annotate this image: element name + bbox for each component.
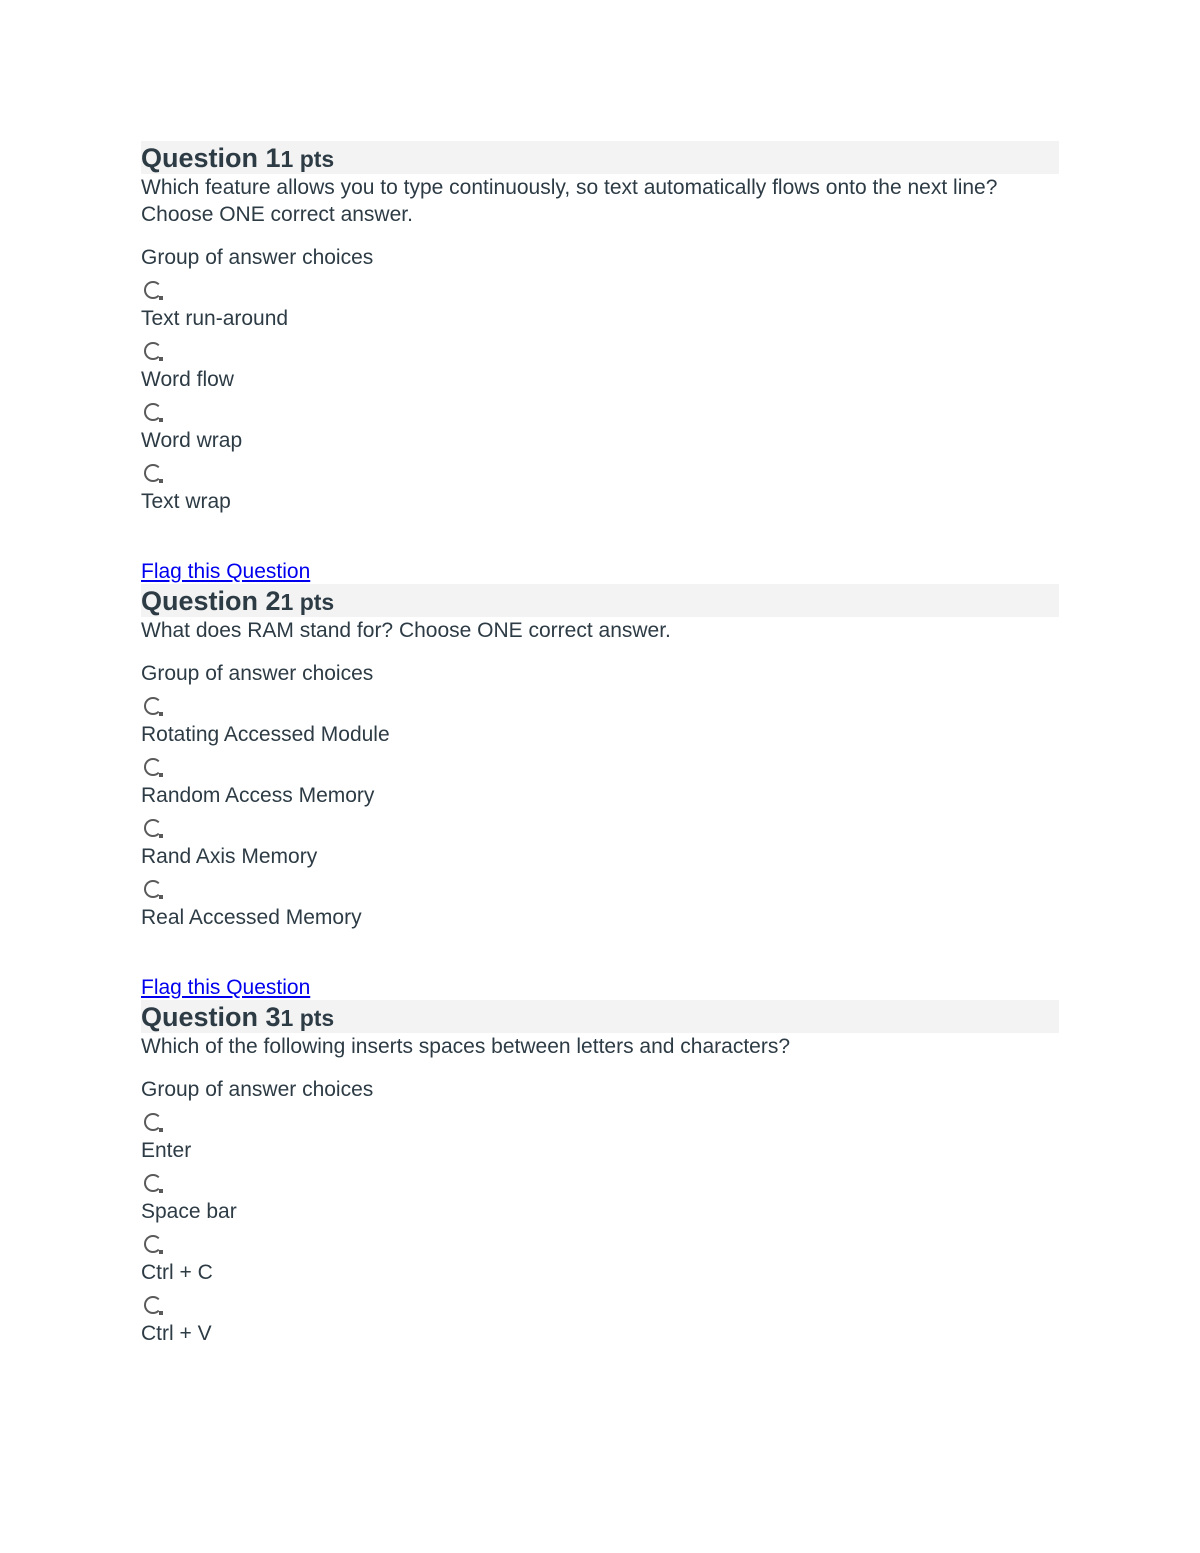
choice-label[interactable]: Text run-around <box>141 307 289 330</box>
question-text: What does RAM stand for? Choose ONE correct answer. <box>141 619 671 642</box>
choice-label[interactable]: Rotating Accessed Module <box>141 723 390 746</box>
answer-choice[interactable] <box>141 1174 1059 1225</box>
answer-choice[interactable] <box>141 819 1059 870</box>
question-points: 1 pts <box>280 1005 335 1031</box>
answer-choice[interactable] <box>141 758 1059 809</box>
question-text: Which of the following inserts spaces between letters and characters? <box>141 1035 791 1058</box>
flag-question-link[interactable]: Flag this Question <box>141 560 311 583</box>
radio-button[interactable] <box>144 342 162 360</box>
question-title: Question 3 <box>141 1002 281 1032</box>
question-points: 1 pts <box>280 146 335 172</box>
answer-choice[interactable] <box>141 880 1059 931</box>
choice-label[interactable]: Real Accessed Memory <box>141 906 362 929</box>
radio-button[interactable] <box>144 403 162 421</box>
answer-choice[interactable] <box>141 342 1059 393</box>
question-header <box>141 141 1059 174</box>
choice-label[interactable]: Enter <box>141 1139 192 1162</box>
choice-label[interactable]: Space bar <box>141 1200 237 1223</box>
choice-label[interactable]: Rand Axis Memory <box>141 845 318 868</box>
flag-question-link[interactable]: Flag this Question <box>141 976 311 999</box>
question-text: Which feature allows you to type continuously, so text automatically flows onto the next line? Choose ONE correct answer. <box>141 176 998 226</box>
choice-label[interactable]: Ctrl + C <box>141 1261 213 1284</box>
radio-button[interactable] <box>144 1296 162 1314</box>
choice-label[interactable]: Word flow <box>141 368 234 391</box>
choice-label[interactable]: Random Access Memory <box>141 784 375 807</box>
question-header <box>141 1000 1059 1033</box>
question-points: 1 pts <box>280 589 335 615</box>
question-1 <box>141 141 1059 515</box>
question-header <box>141 584 1059 617</box>
question-2 <box>141 584 1059 931</box>
answer-choice[interactable] <box>141 281 1059 332</box>
answer-group-label: Group of answer choices <box>141 1078 374 1101</box>
choice-label[interactable]: Word wrap <box>141 429 243 452</box>
choice-label[interactable]: Ctrl + V <box>141 1322 212 1345</box>
question-3 <box>141 1000 1059 1347</box>
radio-button[interactable] <box>144 697 162 715</box>
answer-choice[interactable] <box>141 403 1059 454</box>
answer-group-label: Group of answer choices <box>141 662 374 685</box>
radio-button[interactable] <box>144 758 162 776</box>
radio-button[interactable] <box>144 464 162 482</box>
choice-label[interactable]: Text wrap <box>141 490 231 513</box>
answer-choice[interactable] <box>141 697 1059 748</box>
radio-button[interactable] <box>144 880 162 898</box>
question-title: Question 1 <box>141 143 281 173</box>
answer-choice[interactable] <box>141 1113 1059 1164</box>
question-title: Question 2 <box>141 586 281 616</box>
answer-choice[interactable] <box>141 1235 1059 1286</box>
radio-button[interactable] <box>144 1235 162 1253</box>
radio-button[interactable] <box>144 1113 162 1131</box>
answer-choice[interactable] <box>141 1296 1059 1347</box>
answer-choice[interactable] <box>141 464 1059 515</box>
answer-group-label: Group of answer choices <box>141 246 374 269</box>
radio-button[interactable] <box>144 819 162 837</box>
radio-button[interactable] <box>144 1174 162 1192</box>
radio-button[interactable] <box>144 281 162 299</box>
